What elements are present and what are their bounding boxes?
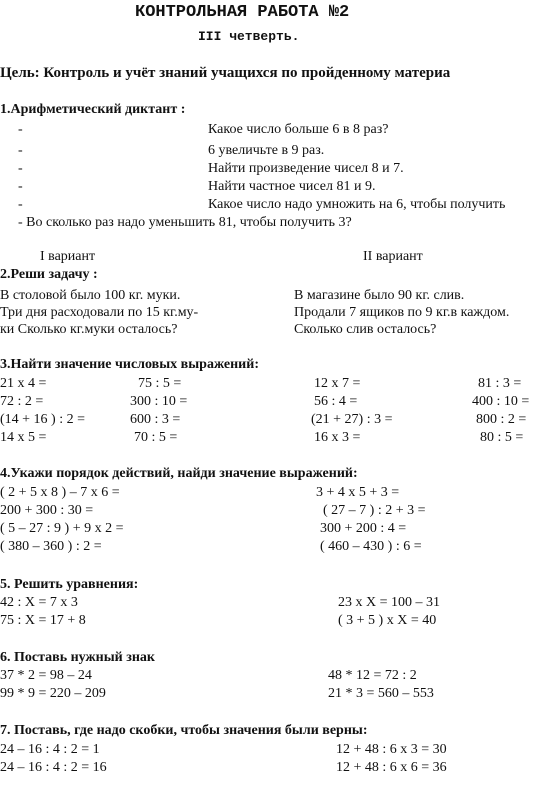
list-item: - Во сколько раз надо уменьшить 81, чтобы получить 3?: [18, 215, 352, 230]
expression: 400 : 10 =: [472, 394, 530, 409]
expression: 16 x 3 =: [314, 430, 361, 445]
expression: 200 + 300 : 30 =: [0, 503, 94, 518]
expression: 70 : 5 =: [134, 430, 178, 445]
equation: ( 3 + 5 ) x X = 40: [338, 613, 437, 628]
task-line: В магазине было 90 кг. слив.: [294, 288, 465, 303]
expression: 14 x 5 =: [0, 430, 47, 445]
task-line: Продали 7 ящиков по 9 кг.в каждом.: [294, 305, 510, 320]
expression: 21 x 4 =: [0, 376, 47, 391]
goal-line: Цель: Контроль и учёт знаний учащихся по пройденному материа: [0, 65, 451, 81]
dash: -: [18, 143, 23, 158]
expression: ( 380 – 360 ) : 2 =: [0, 539, 102, 554]
expression: 300 : 10 =: [130, 394, 188, 409]
section-4-heading: 4.Укажи порядок действий, найди значение выражений:: [0, 466, 358, 481]
section-2-heading: 2.Реши задачу :: [0, 267, 98, 282]
expression: 600 : 3 =: [130, 412, 181, 427]
list-item: Какое число надо умножить на 6, чтобы получить: [208, 197, 506, 212]
page-subtitle: III четверть.: [198, 29, 300, 44]
list-item: Найти частное чисел 81 и 9.: [208, 179, 376, 194]
expression: 300 + 200 : 4 =: [320, 521, 407, 536]
list-item: 6 увеличьте в 9 раз.: [208, 143, 325, 158]
section-7-heading: 7. Поставь, где надо скобки, чтобы значения были верны:: [0, 723, 368, 738]
dash: -: [18, 179, 23, 194]
section-6-heading: 6. Поставь нужный знак: [0, 650, 155, 665]
task-line: В столовой было 100 кг. муки.: [0, 288, 181, 303]
expression: 3 + 4 x 5 + 3 =: [316, 485, 400, 500]
dash: -: [18, 122, 23, 137]
equation: 42 : X = 7 x 3: [0, 595, 78, 610]
bracket-task: 24 – 16 : 4 : 2 = 1: [0, 742, 100, 757]
section-1-heading: 1.Арифметический диктант :: [0, 102, 186, 117]
bracket-task: 12 + 48 : 6 x 6 = 36: [336, 760, 447, 775]
sign-task: 99 * 9 = 220 – 209: [0, 686, 106, 701]
expression: ( 460 – 430 ) : 6 =: [320, 539, 422, 554]
expression: 800 : 2 =: [476, 412, 527, 427]
dash: -: [18, 197, 23, 212]
expression: ( 27 – 7 ) : 2 + 3 =: [323, 503, 426, 518]
expression: 80 : 5 =: [480, 430, 524, 445]
expression: 75 : 5 =: [138, 376, 182, 391]
task-line: Сколько слив осталось?: [294, 322, 437, 337]
task-line: ки Сколько кг.муки осталось?: [0, 322, 178, 337]
expression: (21 + 27) : 3 =: [311, 412, 393, 427]
expression: 56 : 4 =: [314, 394, 358, 409]
dash: -: [18, 161, 23, 176]
list-item: Найти произведение чисел 8 и 7.: [208, 161, 404, 176]
bracket-task: 24 – 16 : 4 : 2 = 16: [0, 760, 107, 775]
sign-task: 48 * 12 = 72 : 2: [328, 668, 417, 683]
list-item: Какое число больше 6 в 8 раз?: [208, 122, 389, 137]
expression: 81 : 3 =: [478, 376, 522, 391]
expression: 72 : 2 =: [0, 394, 44, 409]
page-title: КОНТРОЛЬНАЯ РАБОТА №2: [135, 3, 350, 22]
equation: 75 : X = 17 + 8: [0, 613, 86, 628]
bracket-task: 12 + 48 : 6 x 3 = 30: [336, 742, 447, 757]
section-3-heading: 3.Найти значение числовых выражений:: [0, 357, 259, 372]
variant-1-label: I вариант: [40, 249, 96, 264]
equation: 23 x X = 100 – 31: [338, 595, 441, 610]
expression: ( 5 – 27 : 9 ) + 9 x 2 =: [0, 521, 124, 536]
expression: (14 + 16 ) : 2 =: [0, 412, 86, 427]
sign-task: 37 * 2 = 98 – 24: [0, 668, 92, 683]
section-5-heading: 5. Решить уравнения:: [0, 577, 139, 592]
expression: 12 x 7 =: [314, 376, 361, 391]
sign-task: 21 * 3 = 560 – 553: [328, 686, 434, 701]
task-line: Три дня расходовали по 15 кг.му-: [0, 305, 199, 320]
expression: ( 2 + 5 x 8 ) – 7 x 6 =: [0, 485, 120, 500]
variant-2-label: II вариант: [363, 249, 423, 264]
